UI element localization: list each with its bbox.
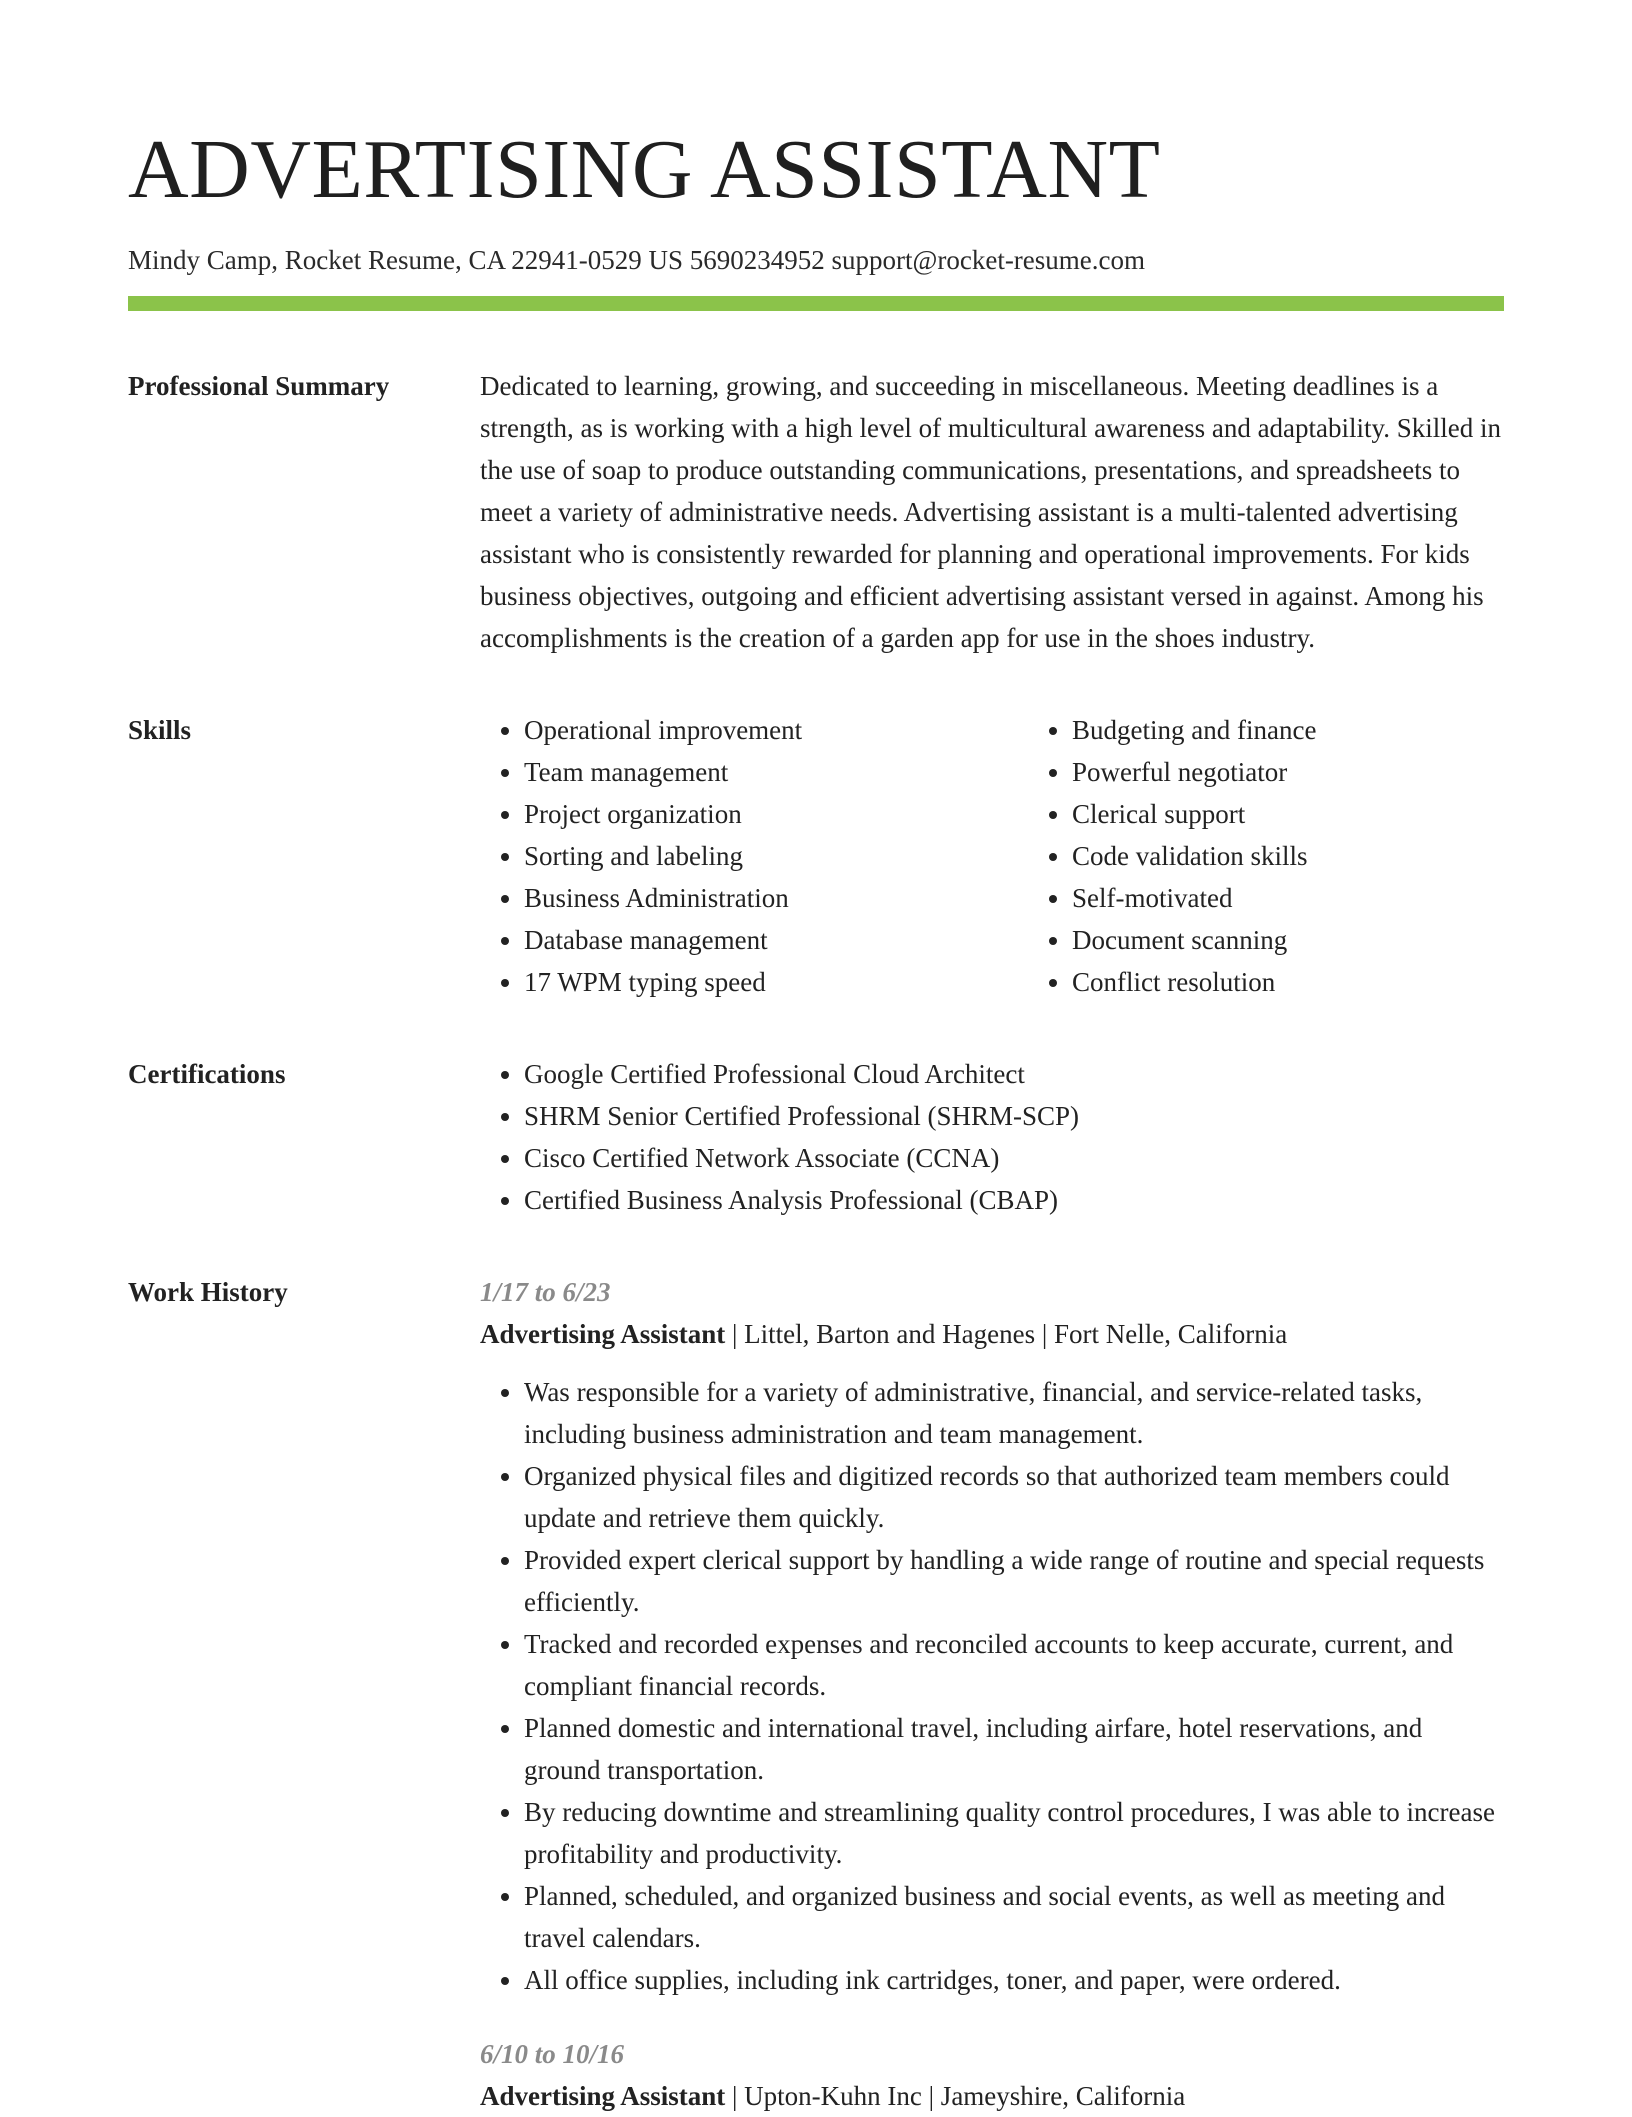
skill-item: • Sorting and labeling	[524, 835, 1028, 877]
skill-item: • Team management	[524, 751, 1028, 793]
accent-divider	[128, 296, 1504, 311]
job-heading	[480, 2075, 1504, 2117]
job-employer-location: | Upton-Kuhn Inc | Jameyshire, California	[725, 2081, 1186, 2112]
job-duties-list	[480, 1371, 1504, 2001]
job-entry	[480, 2033, 1504, 2117]
job-duty-item: • Organized physical files and digitized records so that authorized team members could update and retrieve them quickly.	[524, 1455, 1504, 1539]
skill-item: • Operational improvement	[524, 709, 1028, 751]
skill-item: • Powerful negotiator	[1072, 751, 1316, 793]
job-duty-item: • Planned, scheduled, and organized business and social events, as well as meeting and travel calendars.	[524, 1875, 1504, 1959]
section-label-work-history: Work History	[128, 1277, 288, 1308]
skill-item: • Clerical support	[1072, 793, 1316, 835]
skill-item: • Database management	[524, 919, 1028, 961]
certification-item: • SHRM Senior Certified Professional (SHRM-SCP)	[524, 1095, 1504, 1137]
summary-text: Dedicated to learning, growing, and succeeding in miscellaneous. Meeting deadlines is a strength, as is working with a high level of multicultural awareness and adaptability. Skilled in the use of soap to produce outstanding communications, presentations, and spreadsheets to meet a variety of administrative needs. Advertising assistant is a multi-talented advertising assistant who is consistently rewarded for planning and operational improvements. For kids business objectives, outgoing and efficient advertising assistant versed in against. Among his accomplishments is the creation of a garden app for use in the shoes industry.	[480, 371, 1502, 654]
certifications-section	[128, 1053, 1504, 1221]
skill-item: • Budgeting and finance	[1072, 709, 1316, 751]
job-entry	[480, 1271, 1504, 2001]
job-title: Advertising Assistant	[480, 1319, 726, 1350]
skill-item: • 17 WPM typing speed	[524, 961, 1028, 1003]
skill-item: • Code validation skills	[1072, 835, 1316, 877]
jobs-container	[480, 1271, 1504, 2117]
certification-item: • Google Certified Professional Cloud Architect	[524, 1053, 1504, 1095]
job-duty-item: • Was responsible for a variety of administrative, financial, and service-related tasks, including business administration and team management.	[524, 1371, 1504, 1455]
resume-page	[128, 118, 1504, 2117]
certification-item: • Certified Business Analysis Professional (CBAP)	[524, 1179, 1504, 1221]
skills-list-right	[1028, 709, 1316, 1003]
summary-section	[128, 365, 1504, 659]
job-heading	[480, 1313, 1504, 1355]
skills-section	[128, 709, 1504, 1003]
job-duty-item: • Provided expert clerical support by handling a wide range of routine and special requests efficiently.	[524, 1539, 1504, 1623]
work-history-section	[128, 1271, 1504, 2117]
skill-item: • Project organization	[524, 793, 1028, 835]
skill-item: • Self-motivated	[1072, 877, 1316, 919]
certifications-list	[480, 1053, 1504, 1221]
skills-list-left	[480, 709, 1028, 1003]
resume-title: ADVERTISING ASSISTANT	[128, 123, 1161, 216]
section-label-summary: Professional Summary	[128, 371, 390, 402]
section-label-certifications: Certifications	[128, 1059, 286, 1090]
skill-item: • Conflict resolution	[1072, 961, 1316, 1003]
job-duty-item: • By reducing downtime and streamlining quality control procedures, I was able to increase profitability and productivity.	[524, 1791, 1504, 1875]
skill-item: • Document scanning	[1072, 919, 1316, 961]
job-duty-item: • Tracked and recorded expenses and reconciled accounts to keep accurate, current, and compliant financial records.	[524, 1623, 1504, 1707]
contact-line: Mindy Camp, Rocket Resume, CA 22941-0529 US 5690234952 support@rocket-resume.com	[128, 245, 1146, 275]
skill-item: • Business Administration	[524, 877, 1028, 919]
certification-item: • Cisco Certified Network Associate (CCNA)	[524, 1137, 1504, 1179]
job-title: Advertising Assistant	[480, 2081, 726, 2112]
job-employer-location: | Littel, Barton and Hagenes | Fort Nelle, California	[725, 1319, 1288, 1350]
job-duty-item: • Planned domestic and international travel, including airfare, hotel reservations, and ground transportation.	[524, 1707, 1504, 1791]
section-label-skills: Skills	[128, 715, 192, 746]
job-dates: 6/10 to 10/16	[480, 2039, 625, 2070]
job-duty-item: • All office supplies, including ink cartridges, toner, and paper, were ordered.	[524, 1959, 1504, 2001]
job-dates: 1/17 to 6/23	[480, 1277, 611, 1308]
